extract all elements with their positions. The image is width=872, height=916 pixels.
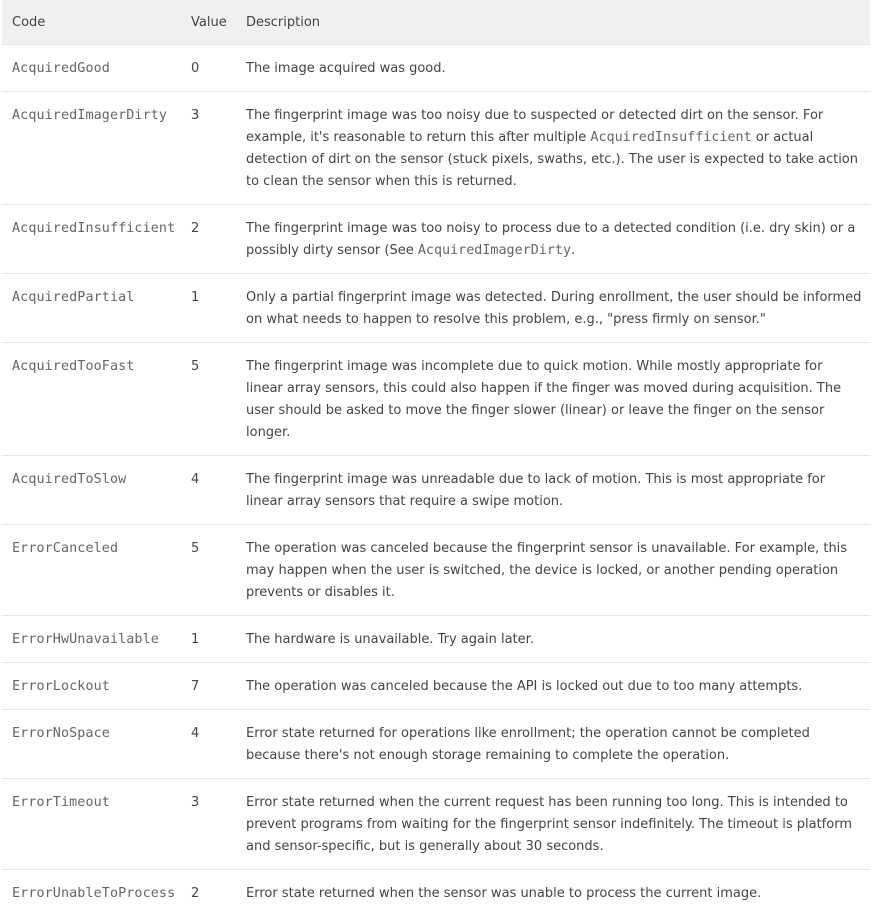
table-row [2, 273, 870, 342]
description-cell [246, 456, 870, 524]
description-text: The fingerprint image was unreadable due to lack of motion. This is most appropriate for linear array sensors that require a swipe motion. [246, 472, 826, 509]
description-cell [246, 45, 870, 91]
code-cell: ErrorUnableToProcess [12, 886, 176, 901]
table-row [2, 204, 870, 273]
description-text: The hardware is unavailable. Try again later. [246, 632, 534, 647]
table-row [2, 342, 870, 455]
code-cell: ErrorCanceled [12, 541, 119, 556]
description-text: The operation was canceled because the API is locked out due to too many attempts. [246, 679, 803, 694]
code-cell: ErrorNoSpace [12, 726, 110, 741]
description-cell [246, 92, 870, 204]
description-cell [246, 343, 870, 455]
description-text: The fingerprint image was too noisy to process due to a detected condition (i.e. dry skin) or a possibly dirty sensor (See [246, 221, 856, 258]
code-cell: AcquiredInsufficient [12, 221, 176, 236]
value-cell: 7 [191, 679, 200, 694]
description-text: Error state returned for operations like enrollment; the operation cannot be completed because there's not enough storage remaining to complete the operation. [246, 726, 810, 763]
table-row [2, 44, 870, 91]
description-text: Only a partial fingerprint image was detected. During enrollment, the user should be informed on what needs to happen to resolve this problem, e.g., "press firmly on sensor." [246, 290, 862, 327]
description-text: The image acquired was good. [246, 61, 446, 76]
value-cell: 3 [191, 108, 200, 123]
code-cell: AcquiredGood [12, 61, 110, 76]
table-body [2, 44, 870, 916]
table-row [2, 869, 870, 916]
code-cell: AcquiredImagerDirty [12, 108, 168, 123]
description-text: Error state returned when the current request has been running too long. This is intended to prevent programs from waiting for the fingerprint sensor indefinitely. The timeout is platform and sensor-specific, but is generally about 30 seconds. [246, 795, 852, 854]
value-cell: 0 [191, 61, 200, 76]
code-cell: ErrorLockout [12, 679, 110, 694]
code-cell: AcquiredPartial [12, 290, 135, 305]
description-cell [246, 616, 870, 662]
description-cell [246, 205, 870, 273]
code-cell: ErrorTimeout [12, 795, 110, 810]
inline-code-reference: AcquiredImagerDirty [417, 243, 572, 258]
description-cell [246, 779, 870, 869]
description-text: Error state returned when the sensor was unable to process the current image. [246, 886, 762, 901]
description-cell [246, 274, 870, 342]
inline-code-reference: AcquiredInsufficient [590, 130, 752, 145]
header-code: Code [12, 14, 46, 30]
value-cell: 2 [191, 221, 200, 236]
table-row [2, 91, 870, 204]
table-header [2, 0, 870, 44]
header-description: Description [246, 14, 321, 30]
value-cell: 5 [191, 359, 200, 374]
table-row [2, 455, 870, 524]
code-cell: AcquiredTooFast [12, 359, 135, 374]
value-cell: 4 [191, 726, 200, 741]
description-text: or actual detection of dirt on the sensor (stuck pixels, swaths, etc.). The user is expected to take action to clean the sensor when this is returned. [246, 130, 858, 189]
table-row [2, 778, 870, 869]
description-text: . [571, 243, 576, 258]
fingerprint-codes-table [2, 0, 870, 916]
description-cell [246, 525, 870, 615]
value-cell: 5 [191, 541, 200, 556]
value-cell: 1 [191, 290, 200, 305]
header-value: Value [191, 14, 227, 30]
table-row [2, 709, 870, 778]
description-cell [246, 710, 870, 778]
table-row [2, 662, 870, 709]
code-cell: ErrorHwUnavailable [12, 632, 159, 647]
description-text: The fingerprint image was too noisy due to suspected or detected dirt on the sensor. For example, it's reasonable to return this after multiple [246, 108, 824, 145]
value-cell: 3 [191, 795, 200, 810]
description-cell [246, 663, 870, 709]
description-cell [246, 870, 870, 916]
description-text: The operation was canceled because the fingerprint sensor is unavailable. For example, this may happen when the user is switched, the device is locked, or another pending operation prevents or disables it. [246, 541, 848, 600]
value-cell: 4 [191, 472, 200, 487]
code-cell: AcquiredToSlow [12, 472, 127, 487]
value-cell: 1 [191, 632, 200, 647]
value-cell: 2 [191, 886, 200, 901]
table-row [2, 524, 870, 615]
table-row [2, 615, 870, 662]
description-text: The fingerprint image was incomplete due to quick motion. While mostly appropriate for linear array sensors, this could also happen if the finger was moved during acquisition. The user should be asked to move the finger slower (linear) or leave the finger on the sensor longer. [246, 359, 842, 440]
